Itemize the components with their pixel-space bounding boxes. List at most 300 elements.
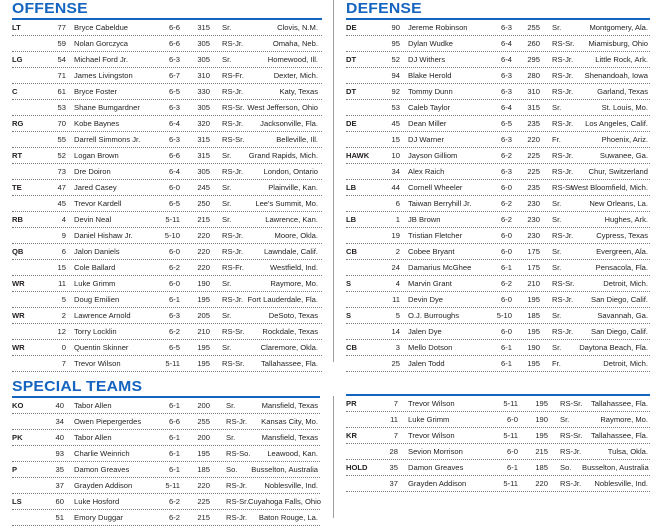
player-name: Cobee Bryant [408,247,455,256]
player-row [12,477,320,493]
player-class: RS-Sr. [222,327,245,336]
player-hometown: Raymore, Mo. [270,279,318,288]
player-hometown: Daytona Beach, Fla. [579,343,648,352]
player-class: RS-Jr. [226,481,248,490]
player-height: 6-0 [169,183,180,192]
player-hometown: St. Louis, Mo. [601,103,648,112]
player-height: 6-3 [169,55,180,64]
position-label: PK [12,433,23,442]
player-name: Jared Casey [74,183,117,192]
player-weight: 205 [197,311,210,320]
player-class: RS-Jr. [552,327,574,336]
player-row [346,244,650,259]
player-class: RS-So. [226,449,251,458]
jersey-number: 45 [391,119,400,128]
special-teams-right-chart [346,396,650,492]
player-height: 5-10 [496,311,512,320]
player-row [346,460,650,475]
player-height: 6-2 [169,497,180,506]
player-height: 6-3 [501,71,512,80]
player-height: 6-5 [169,87,180,96]
jersey-number: 25 [391,359,400,368]
player-hometown: Evergreen, Ala. [596,247,648,256]
player-height: 6-2 [501,199,512,208]
player-row [346,148,650,163]
player-hometown: Pensacola, Fla. [595,263,648,272]
player-row [346,428,650,443]
jersey-number: 37 [55,481,64,490]
player-weight: 330 [197,87,210,96]
player-weight: 215 [197,513,210,522]
player-row [346,323,650,339]
player-weight: 315 [197,151,210,160]
player-name: Luke Grimm [408,415,450,424]
jersey-number: 70 [57,119,66,128]
jersey-number: 53 [391,103,400,112]
player-hometown: Plainville, Kan. [268,183,318,192]
player-weight: 200 [197,401,210,410]
player-hometown: Shenandoah, Iowa [584,71,648,80]
player-hometown: London, Ontario [263,167,318,176]
position-group [346,276,650,308]
jersey-number: 19 [391,231,400,240]
player-height: 6-2 [501,215,512,224]
player-class: RS-Sr. [226,497,249,506]
player-weight: 190 [535,415,548,424]
player-weight: 235 [527,119,540,128]
jersey-number: 51 [55,513,64,522]
player-row [12,462,320,477]
player-class: RS-Fr. [222,263,244,272]
player-weight: 220 [535,479,548,488]
jersey-number: 52 [391,55,400,64]
player-class: RS-Sr. [222,135,245,144]
player-name: Trevor Wilson [408,399,455,408]
player-height: 6-6 [169,39,180,48]
player-hometown: Noblesville, Ind. [264,481,318,490]
player-row [346,84,650,99]
player-class: Fr. [552,359,561,368]
player-name: Caleb Taylor [408,103,451,112]
position-group [346,84,650,116]
player-height: 6-3 [501,87,512,96]
player-weight: 260 [527,39,540,48]
player-hometown: Lee's Summit, Mo. [255,199,318,208]
position-label: CB [346,343,357,352]
player-height: 6-1 [501,343,512,352]
position-group [346,212,650,244]
player-hometown: Grand Rapids, Mich. [248,151,318,160]
player-name: Nolan Gorczyca [74,39,129,48]
player-row [346,67,650,83]
player-class: Sr. [226,401,236,410]
player-name: Kobe Baynes [74,119,120,128]
player-class: RS-Sr. [222,103,245,112]
player-row [12,67,322,83]
player-weight: 210 [197,327,210,336]
position-label: S [346,311,352,320]
player-row [346,227,650,243]
jersey-number: 40 [55,401,64,410]
jersey-number: 4 [395,279,400,288]
player-height: 6-4 [169,167,180,176]
player-height: 6-7 [169,71,180,80]
player-height: 5-11 [165,359,180,368]
position-group [346,116,650,148]
player-height: 6-1 [507,463,518,472]
player-name: Tabor Allen [74,401,112,410]
player-name: Dean Miller [408,119,447,128]
player-row [346,443,650,459]
player-class: RS-Jr. [552,119,574,128]
player-row [346,276,650,291]
jersey-number: 24 [391,263,400,272]
player-hometown: Tallahassee, Fla. [261,359,318,368]
position-label: DE [346,119,357,128]
player-hometown: Hughes, Ark. [604,215,648,224]
player-name: Damon Greaves [74,465,130,474]
player-row [12,494,320,509]
player-class: RS-Jr. [560,479,582,488]
position-label: HOLD [346,463,368,472]
player-height: 6-0 [501,247,512,256]
player-weight: 315 [197,135,210,144]
player-hometown: San Diego, Calif. [591,295,648,304]
position-label: HAWK [346,151,370,160]
position-group [346,308,650,340]
jersey-number: 11 [390,415,398,424]
player-height: 6-3 [169,103,180,112]
position-group [12,180,322,212]
jersey-number: 11 [58,279,66,288]
player-height: 6-0 [501,183,512,192]
player-row [346,163,650,179]
player-hometown: Busselton, Australia [582,463,649,472]
position-group [346,52,650,84]
player-weight: 225 [527,167,540,176]
player-name: Emory Duggar [74,513,123,522]
player-hometown: Lawrence, Kan. [265,215,318,224]
player-class: RS-Jr. [222,87,244,96]
special-teams-left-chart [12,398,320,526]
position-group [346,340,650,372]
player-weight: 210 [527,279,540,288]
player-hometown: West Bloomfield, Mich. [570,183,648,192]
position-label: QB [12,247,24,256]
player-row [12,413,320,429]
player-row [12,99,322,115]
jersey-number: 7 [61,359,66,368]
player-name: Lawrence Arnold [74,311,131,320]
jersey-number: 28 [389,447,398,456]
player-weight: 190 [527,343,540,352]
jersey-number: 93 [55,449,64,458]
player-weight: 310 [527,87,540,96]
player-row [12,340,322,355]
player-name: Torry Locklin [74,327,117,336]
player-row [12,227,322,243]
player-height: 6-1 [169,465,180,474]
player-class: RS-Jr. [222,231,244,240]
player-name: Owen Piepergerdes [74,417,142,426]
jersey-number: 12 [57,327,66,336]
player-weight: 230 [527,215,540,224]
player-height: 6-5 [169,199,180,208]
jersey-number: 2 [61,311,66,320]
position-label: WR [12,311,25,320]
player-height: 6-0 [501,231,512,240]
player-class: Sr. [222,23,232,32]
offense-depth-chart [12,20,322,372]
player-name: DJ Warner [408,135,445,144]
position-label: DE [346,23,357,32]
position-label: LB [346,183,357,192]
player-hometown: Montgomery, Ala. [589,23,648,32]
jersey-number: 47 [57,183,66,192]
player-weight: 315 [527,103,540,112]
player-row [12,445,320,461]
player-class: RS-Sr. [222,359,245,368]
position-label: WR [12,343,25,352]
defense-title: DEFENSE [346,0,422,17]
player-hometown: Homewood, Ill. [267,55,318,64]
position-label: PR [346,399,357,408]
player-hometown: DeSoto, Texas [268,311,318,320]
player-weight: 230 [527,231,540,240]
player-row [12,430,320,445]
player-class: Sr. [222,199,232,208]
player-class: Sr. [222,311,232,320]
player-hometown: Raymore, Mo. [600,415,648,424]
player-hometown: Leawood, Kan. [267,449,318,458]
player-name: Daniel Hishaw Jr. [74,231,133,240]
player-name: Dre Doiron [74,167,111,176]
player-class: Sr. [222,215,232,224]
player-hometown: Lawndale, Calif. [263,247,318,256]
player-height: 6-5 [169,343,180,352]
position-group [346,244,650,276]
player-row [12,35,322,51]
player-weight: 255 [527,23,540,32]
player-name: Charlie Weinrich [74,449,130,458]
player-name: Taiwan Berryhill Jr. [408,199,472,208]
jersey-number: 35 [55,465,64,474]
player-hometown: Detroit, Mich. [603,359,648,368]
player-class: Sr. [226,433,236,442]
player-name: Doug Emilien [74,295,120,304]
player-name: Damon Greaves [408,463,464,472]
jersey-number: 5 [395,311,400,320]
player-name: Trevor Wilson [408,431,455,440]
position-group [12,430,320,462]
player-class: RS-Jr. [226,417,248,426]
player-name: Shane Bumgardner [74,103,140,112]
player-row [12,509,320,525]
player-row [346,411,650,427]
player-name: Michael Ford Jr. [74,55,129,64]
player-class: RS-Jr. [560,447,582,456]
player-row [12,131,322,147]
jersey-number: 73 [57,167,66,176]
player-height: 6-1 [501,263,512,272]
player-hometown: Baton Rouge, La. [258,513,318,522]
player-hometown: Los Angeles, Calif. [585,119,648,128]
player-weight: 195 [527,327,540,336]
player-hometown: Mansfield, Texas [261,433,318,442]
player-row [12,291,322,307]
player-weight: 245 [197,183,210,192]
player-class: RS-Jr. [552,87,574,96]
player-row [346,52,650,67]
player-class: So. [560,463,572,472]
player-row [346,35,650,51]
player-name: Trevor Wilson [74,359,121,368]
jersey-number: 5 [61,295,66,304]
jersey-number: 2 [395,247,400,256]
player-weight: 280 [527,71,540,80]
player-class: Sr. [552,343,562,352]
position-label: RB [12,215,23,224]
jersey-number: 52 [57,151,66,160]
player-row [346,99,650,115]
jersey-number: 44 [391,183,400,192]
player-name: Mello Dotson [408,343,453,352]
player-weight: 185 [535,463,548,472]
player-height: 6-3 [501,167,512,176]
player-weight: 295 [527,55,540,64]
player-hometown: Savannah, Ga. [597,311,648,320]
player-row [346,475,650,491]
player-row [12,116,322,131]
jersey-number: 7 [393,431,398,440]
player-hometown: Tulsa, Okla. [607,447,648,456]
player-class: Sr. [552,247,562,256]
jersey-number: 4 [61,215,66,224]
player-row [12,212,322,227]
player-name: Jereme Robinson [408,23,468,32]
player-row [12,84,322,99]
player-hometown: Rockdale, Texas [262,327,318,336]
player-height: 6-1 [169,295,180,304]
player-name: Devin Dye [408,295,444,304]
player-hometown: Moore, Okla. [274,231,318,240]
special-teams-section [12,378,320,526]
player-class: Fr. [552,135,561,144]
jersey-number: 9 [61,231,66,240]
jersey-number: 6 [395,199,400,208]
player-weight: 305 [197,39,210,48]
player-height: 6-5 [501,119,512,128]
player-name: Luke Grimm [74,279,116,288]
player-name: Devin Neal [74,215,112,224]
player-hometown: Tallahassee, Fla. [591,431,648,440]
special-column-divider [333,396,334,518]
jersey-number: 77 [57,23,66,32]
player-name: Blake Herold [408,71,452,80]
jersey-number: 10 [391,151,400,160]
player-hometown: Suwanee, Ga. [599,151,648,160]
player-weight: 235 [527,183,540,192]
jersey-number: 7 [393,399,398,408]
player-hometown: New Orleans, La. [589,199,648,208]
player-weight: 185 [197,465,210,474]
player-height: 5-11 [503,479,518,488]
player-row [346,308,650,323]
player-row [12,244,322,259]
jersey-number: 15 [57,263,66,272]
position-label: LS [12,497,22,506]
player-class: Sr. [552,103,562,112]
offense-section [12,0,322,372]
position-label: CB [346,247,357,256]
position-label: C [12,87,18,96]
player-hometown: Clovis, N.M. [277,23,318,32]
position-group [12,52,322,84]
player-row [346,195,650,211]
player-row [346,291,650,307]
player-row [346,116,650,131]
player-weight: 225 [197,497,210,506]
player-class: RS-Jr. [222,167,244,176]
player-height: 6-0 [507,447,518,456]
player-hometown: Katy, Texas [279,87,318,96]
player-class: RS-Sr. [560,399,583,408]
player-weight: 315 [197,23,210,32]
position-group [12,462,320,494]
position-group [12,398,320,430]
player-hometown: San Diego, Calif. [591,327,648,336]
player-weight: 220 [197,231,210,240]
player-weight: 305 [197,55,210,64]
player-height: 6-6 [169,23,180,32]
player-hometown: Cuyahoga Falls, Ohio [248,497,322,506]
jersey-number: 53 [57,103,66,112]
player-hometown: Claremore, Okla. [260,343,318,352]
player-row [12,276,322,291]
player-height: 6-0 [501,327,512,336]
position-label: P [12,465,18,474]
jersey-number: 3 [395,343,400,352]
player-height: 6-3 [169,135,180,144]
player-height: 6-2 [501,151,512,160]
player-weight: 220 [197,481,210,490]
position-group [346,460,650,492]
position-group [12,308,322,340]
position-label: WR [12,279,25,288]
player-name: Darrell Simmons Jr. [74,135,141,144]
position-group [12,244,322,276]
player-class: RS-Jr. [552,167,574,176]
defense-depth-chart [346,20,650,372]
player-height: 5-10 [164,231,180,240]
player-weight: 305 [197,103,210,112]
player-name: Sevion Morrison [408,447,463,456]
player-hometown: Fort Lauderdale, Fla. [247,295,318,304]
jersey-number: 59 [57,39,66,48]
player-name: DJ Withers [408,55,446,64]
player-height: 6-0 [501,295,512,304]
player-weight: 195 [535,431,548,440]
position-group [12,340,322,372]
position-group [12,276,322,308]
player-class: RS-Jr. [552,71,574,80]
player-row [12,148,322,163]
player-class: RS-Jr. [552,151,574,160]
jersey-number: 35 [389,463,398,472]
player-row [346,340,650,355]
player-name: Tommy Dunn [408,87,453,96]
player-weight: 320 [197,119,210,128]
